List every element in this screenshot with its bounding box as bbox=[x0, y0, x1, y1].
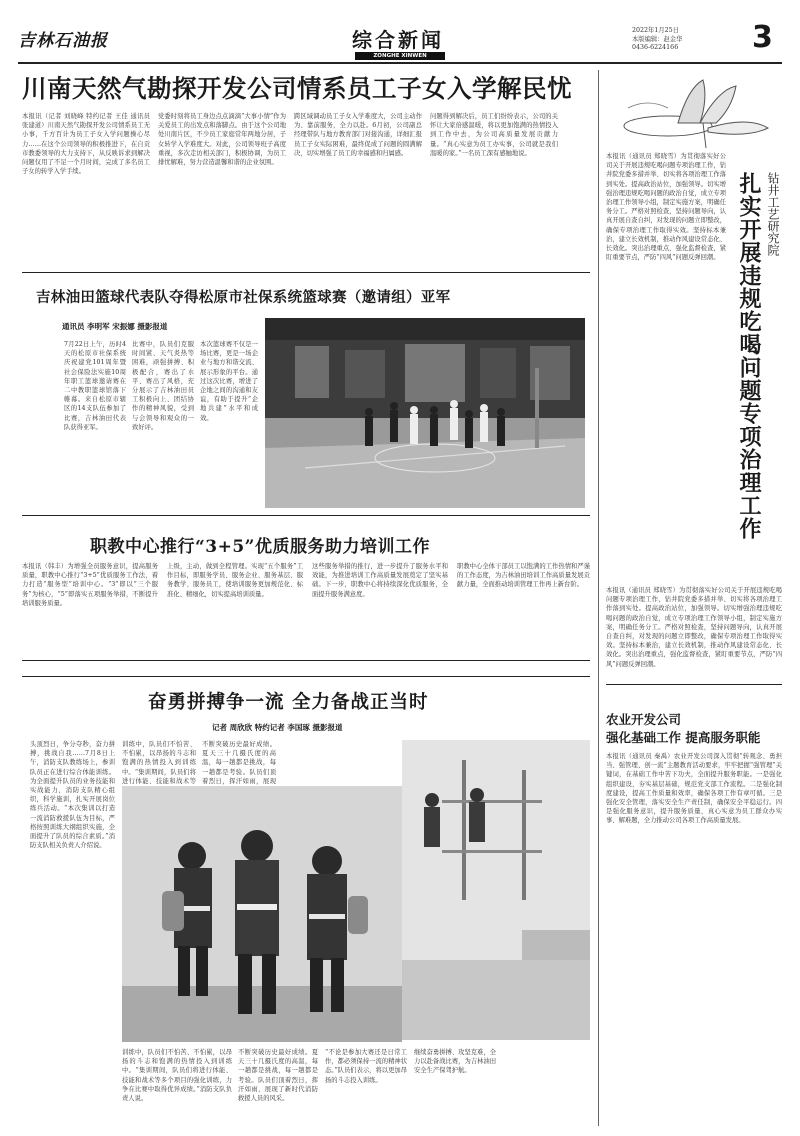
training-bottom-rule bbox=[22, 660, 590, 661]
page-number: 3 bbox=[752, 20, 773, 55]
basketball-photo bbox=[265, 318, 585, 508]
rescue-column-4: “不论是参加大赛还是日常工作，都必须保持一流的精神状态。”队员们表示，将以更加昂扬的斗志投入训练。 bbox=[325, 1049, 407, 1084]
basketball-column-3: 本次篮球赛不仅是一场比赛，更是一场企业与地方和谐交流、展示形象的平台。通过这次比赛，增进了企地之间的沟通和友谊，有助于提升“企地共建”水平和成效。 bbox=[200, 341, 258, 422]
issue-date: 2022年1月25日 bbox=[632, 27, 679, 34]
training-headline: 职教中心推行“3+5”优质服务助力培训工作 bbox=[90, 537, 430, 557]
training-column-2: 上级，主动，做到全程管理。实现“五个服务”工作目标，即服务学员、服务企业、服务基层、服务教学、服务员工，使培训服务更加规范化、标准化、精细化，切实提高培训质量。 bbox=[167, 563, 303, 598]
rescue-column-2b: 训练中，队员们不怕苦、不怕累，以昂扬的斗志和饱满的热情投入到训练中。“集训期间，队员们将进行体能、技能和战术等多个项目的强化训练，力争在比赛中取得优异成绩。”消防支队负责人说。 bbox=[122, 1049, 232, 1103]
basketball-column-2: 比赛中，队员们克服时间紧、天气炎热等困难，顽强拼搏、积极配合，赛出了水平、赛出了风格，充分展示了吉林油田员工积极向上、团结协作的精神风貌，受到与会领导和观众的一致好评。 bbox=[132, 341, 194, 431]
sidebar1-body-top: 本报讯（通讯员 郑晓雪）为贯彻落实好公司关于开展违规吃喝问题专项治理工作，钻井院党委多措并举、切实将各项治理工作落到实处。提高政治站位，加强领导。切实增强治理违规吃喝问题的政治自觉，成立专项治理工作领导小组，制定实施方案，明确任务分工。严格对照检查，坚持问题导向，认真开展自查自纠，对发现的问题立即整改，确保专项治理工作取得实效。坚持标本兼治，建立长效机制，推动作风建设常态化、长效化。突出治理重点，强化监督检查，紧盯重要节点，严防“四风”问题反弹回潮。 bbox=[606, 153, 726, 262]
page-editor: 本版编辑：赵金华 bbox=[632, 35, 683, 43]
rescue-column-3b: 不断突破历史最好成绩。夏天三十几摄氏度的高温，每一趟都是挑战，每一趟都是考验。队员们顶着烈日，挥汗如雨，展现了新时代消防救援人员的风采。 bbox=[238, 1049, 318, 1103]
basketball-bottom-rule bbox=[22, 515, 590, 516]
section-title: 综合新闻 bbox=[352, 28, 444, 52]
sidebar1-body-bottom: 本报讯（通讯员 郑晓雪）为贯彻落实好公司关于开展违规吃喝问题专项治理工作，钻井院党委多措并举、切实将各项治理工作落到实处。提高政治站位，加强领导。切实增强治理违规吃喝问题的政治自觉，成立专项治理工作领导小组，制定实施方案，明确任务分工。严格对照检查，坚持问题导向，认真开展自查自纠，对发现的问题立即整改，确保专项治理工作取得实效。坚持标本兼治，建立长效机制，推动作风建设常态化、长效化。突出治理重点，强化监督检查，紧盯重要节点，严防“四风”问题反弹回潮。 bbox=[606, 587, 782, 668]
sidebar1-bottom-rule bbox=[606, 684, 782, 685]
lotus-icon bbox=[608, 68, 788, 148]
rescue-headline: 奋勇拼搏争一流 全力备战正当时 bbox=[148, 692, 429, 713]
rescue-column-1: 头顶烈日，争分夺秒，奋力拼搏，挑战自我……7月8日上午，消防支队教练场上，参训队员正在进行综合体能训练。为全面提升队员的业务技能和实战能力，消防支队精心组织，科学施训，扎实开展岗位练兵活动。“本次集训以打造一流消防救援队伍为目标，严格按照训练大纲组织实施，全面提升了队员的综合素质。”消防支队相关负责人介绍说。 bbox=[30, 741, 115, 850]
basketball-byline: 通讯员 李明军 宋振娜 摄影报道 bbox=[62, 322, 168, 331]
paper-logo: 吉林石油报 bbox=[18, 31, 108, 51]
section-subtitle: ZONGHE XINWEN bbox=[373, 53, 427, 59]
basketball-column-1: 7月22日上午，历时4天的松原市社保系统庆祝建党101周年暨社会保险法实施10周年职工篮球邀请赛在二中教职篮球馆落下帷幕。来自松原市辖区的14支队伍参加了比赛，吉林油田代表队获得亚军。 bbox=[64, 341, 126, 431]
masthead bbox=[0, 0, 800, 60]
rescue-column-2: 训练中，队员们不怕苦、不怕累，以昂扬的斗志和饱满的热情投入到训练中。“集训期间，队员们将进行体能、技能和战术等 bbox=[122, 741, 196, 785]
sidebar2-headline-line2: 强化基础工作 提高服务职能 bbox=[606, 730, 761, 745]
sidebar2-body: 本报讯（通讯员 秦禹）农业开发公司深入贯彻“转观念、勇担当、强管理、创一流”主题教育活动要求，牢牢把握“强管理”关键词，在基础工作中苦下功夫，全面提升服务职能。一是强化组织建设，夯实基层基础，规范党支部工作流程。二是强化制度建设，提高工作质量和效率，确保各项工作有章可循。三是强化安全管理，落实安全生产责任制，确保安全平稳运行。四是强化服务意识，提升服务质量，真心实意为员工群众办实事、解难题，全力推动公司各项工作高质量发展。 bbox=[606, 753, 782, 825]
firefighters-photo-tower bbox=[402, 740, 590, 1040]
training-column-3: 这些服务举措的推行，进一步提升了服务水平和效能，为推进培训工作高质量发展奠定了坚实基础。下一步，职教中心将持续深化优质服务，全面提升服务满意度。 bbox=[312, 563, 448, 598]
sidebar1-org: 钻井工艺研究院 bbox=[766, 172, 780, 256]
lead-headline: 川南天然气勘探开发公司情系员工子女入学解民忧 bbox=[22, 74, 572, 103]
basketball-scene-illustration bbox=[265, 318, 585, 508]
rescue-top-rule bbox=[22, 676, 590, 677]
rescue-column-5: 继续奋勇拼搏、攻坚克难，全力以赴备战比赛，为吉林油田安全生产保驾护航。 bbox=[414, 1049, 496, 1075]
issue-info bbox=[632, 27, 682, 53]
lead-bottom-rule bbox=[22, 272, 590, 273]
lead-column-1: 本报讯（记者 刘晓峰 特约记者 王佳 通讯员 张建道）川南天然气勘探开发公司情系员工无小事，千方百计为员工子女入学问题操心尽力……在这个公司领导的积极推进下，在自贡市教委领导的大力支持下，从反映诉求到解决问题仅用了不足一个月时间，完成了多名员工子女的转学入学手续。 bbox=[22, 113, 150, 176]
rescue-byline: 记者 周欣欣 特约记者 李国琢 摄影报道 bbox=[212, 723, 343, 732]
firefighters-illustration bbox=[122, 786, 402, 1042]
training-tower-illustration bbox=[402, 740, 590, 1040]
lotus-illustration bbox=[608, 68, 788, 148]
firefighters-photo-main bbox=[122, 786, 402, 1042]
lead-column-3: 跨区域调动员工子女入学难度大，公司主动作为、靠前服务，全力以赴。6月初，公司副总经理带队与地方教育部门对接沟通，详细汇报员工子女实际困难，最终促成了问题的圆满解决，切实增强了员工的幸福感和归属感。 bbox=[294, 113, 422, 157]
masthead-rule bbox=[18, 62, 782, 64]
editor-phone: 0436-6224166 bbox=[632, 44, 679, 51]
training-column-1: 本报讯（韩丰）为增强全员服务意识，提高服务质量，职教中心推行“3+5”优质服务工作法，着力打造“服务型”培训中心。“3”即以“三个服务”为核心，“5”即落实五项服务举措，不断提升培训服务质量。 bbox=[22, 563, 158, 607]
basketball-headline: 吉林油田篮球代表队夺得松原市社保系统篮球赛（邀请组）亚军 bbox=[36, 289, 451, 306]
sidebar1-headline: 扎实开展违规吃喝问题专项治理工作 bbox=[736, 172, 762, 540]
training-column-4: 职教中心全体干部员工以饱满的工作热情和严谨的工作态度，为吉林油田培训工作高质量发展贡献力量，全面推动培训管理工作再上新台阶。 bbox=[457, 563, 590, 589]
sidebar-divider bbox=[598, 70, 599, 1126]
sidebar2-headline-line1: 农业开发公司 bbox=[606, 712, 682, 727]
lead-column-4: 问题得到解决后，员工们纷纷表示，公司的关怀让大家倍感温暖，将以更加饱满的热情投入到工作中去，为公司高质量发展贡献力量。“真心实意为员工办实事，公司就是我们温暖的家。”一名员工深有感触地说。 bbox=[430, 113, 558, 157]
lead-column-2: 党委时刻将员工身边点点滴滴“大事小情”作为关爱员工的出发点和落脚点。由于这个公司地处川南片区，不少员工家庭常年两地分居，子女转学入学难度大。对此，公司领导班子高度重视，多次走访相关部门，积极协调，为员工排忧解难，努力营造温馨和谐的企业氛围。 bbox=[158, 113, 286, 167]
rescue-column-3: 不断突破历史最好成绩。夏天三十几摄氏度的高温，每一趟都是挑战，每一趟都是考验。队员们顶着烈日，挥汗如雨，展现 bbox=[202, 741, 276, 785]
